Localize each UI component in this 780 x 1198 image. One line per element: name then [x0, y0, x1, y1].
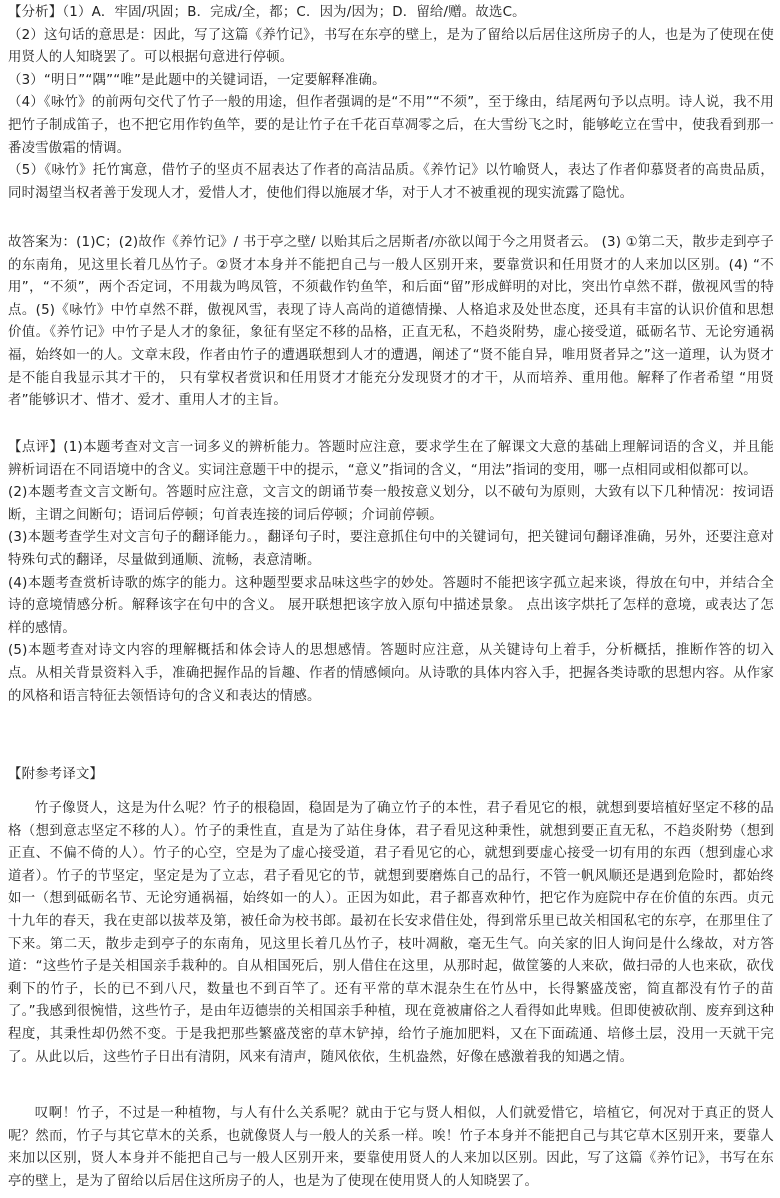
comment-item-1: 【点评】(1)本题考查对文言一词多义的辨析能力。答题时应注意，要求学生在了解课文大意的基础上理解词语的含义，并且能辨析词语在不同语境中的含义。实词注意题干中的提示，“意义”指词的含义，“用法”指词的变用，哪一点相同或相似都可以。 — [8, 440, 774, 478]
answer-section — [0, 232, 780, 413]
analysis-item-1 — [0, 2, 780, 25]
translation-label: 【附参考译文】 — [8, 767, 104, 782]
analysis-section — [0, 2, 780, 205]
analysis-item-2: （2）这句话的意思是：因此，写了这篇《养竹记》，书写在东亭的壁上，是为了留给以后居住这所房子的人，也是为了使现在使用贤人的人知晓罢了。可以根据句意进行停顿。 — [8, 27, 774, 66]
comment-item-3: (3)本题考查学生对文言句子的翻译能力。，翻译句子时，要注意抓住句中的关键词句，把关键词句翻译准确，另外，还要注意对特殊句式的翻译，尽量做到通顺、流畅，表意清晰。 — [8, 530, 774, 568]
analysis-item-4: （4）《咏竹》的前两句交代了竹子一般的用途，但作者强调的是“不用”“不须”，至于缘由，结尾两句予以点明。诗人说，我不用把竹子制成笛子，也不把它用作钓鱼竿，要的是让竹子在千花百草凋零之后，在大雪纷飞之时，能够屹立在雪中，使我看到那一番凌雪傲霜的情调。 — [8, 95, 774, 156]
comment-item-5: (5)本题考查对诗文内容的理解概括和体会诗人的思想感情。答题时应注意，从关键诗句上着手，分析概括，推断作答的切入点。从相关背景资料入手，准确把握作品的旨趣、作者的情感倾向。从诗歌的具体内容入手，把握各类诗歌的思想内容。从作家的风格和语言特征去领悟诗句的含义和表达的情感。 — [8, 643, 774, 704]
translation-paragraph-2: 叹啊！竹子，不过是一种植物，与人有什么关系呢？就由于它与贤人相似，人们就爱惜它，培植它，何况对于真正的贤人呢？然而，竹子与其它草木的关系，也就像贤人与一般人的关系一样。唉！竹子本身并不能把自己与其它草木区别开来，要靠人来加以区别，贤人本身并不能把自己与一般人区别开来，要靠使用贤人的人来加以区别。因此，写了这篇《养竹记》，书写在东亭的壁上，是为了留给以后居住这所房子的人，也是为了使现在使用贤人的人知晓罢了。 — [8, 1106, 774, 1189]
translation-paragraph-1: 竹子像贤人，这是为什么呢？竹子的根稳固，稳固是为了确立竹子的本性，君子看见它的根，就想到要培植好坚定不移的品格（想到意志坚定不移的人）。竹子的秉性直，直是为了站住身体，君子看见这种秉性，就想到要正直无私，不趋炎附势（想到正直、不偏不倚的人）。竹子的心空，空是为了虚心接受道，君子看见它的心，就想到要虚心接受一切有用的东西（想到虚心求道者）。竹子的节坚定，坚定是为了立志，君子看见它的节，就想到要磨炼自己的品行，不管一帆风顺还是遇到危险时，都始终如一（想到砥砺名节、无论穷通祸福，始终如一的人）。正因为如此，君子都喜欢种竹，把它作为庭院中存在价值的东西。贞元十九年的春天，我在吏部以拔萃及第，被任命为校书郎。最初在长安求借住处，得到常乐里已故关相国私宅的东亭，在那里住了下来。第二天，散步走到亭子的东南角，见这里长着几丛竹子，枝叶凋敝，毫无生气。向关家的旧人询问是什么缘故，对方答道：“这些竹子是关相国亲手栽种的。自从相国死后，别人借住在这里，从那时起，做筐篓的人来砍，做扫帚的人也来砍，砍伐剩下的竹子，长的已不到八尺，数量也不到百竿了。还有平常的草木混杂生在竹丛中，长得繁盛茂密，简直都没有竹子的苗了。”我感到很惋惜，这些竹子，是由年迈德崇的关相国亲手种植，现在竟被庸俗之人看得如此卑贱。但即使被砍削、废弃到这种程度，其秉性却仍然不变。于是我把那些繁盛茂密的草木铲掉，给竹子施加肥料，又在下面疏通、培修土层，没用一天就干完了。从此以后，这些竹子日出有清阴，风来有清声，随风依依，生机盎然，好像在感激着我的知遇之情。 — [8, 801, 774, 1065]
comment-item-4: (4)本题考查赏析诗歌的炼字的能力。这种题型要求品味这些字的妙处。答题时不能把该字孤立起来谈，得放在句中，并结合全诗的意境情感分析。解释该字在句中的含义。 展开联想把该字放入原句中描述景象。 点出该字烘托了怎样的意境，或表达了怎样的感情。 — [8, 575, 774, 636]
comment-item-2: (2)本题考查文言文断句。答题时应注意，文言文的朗诵节奏一般按意义划分，以不破句为原则，大致有以下几种情况：按词语断，主谓之间断句；语词后停顿；句首表连接的词后停顿；介词前停顿。 — [8, 485, 774, 523]
translation-section — [0, 764, 780, 787]
analysis-item-5: （5）《咏竹》托竹寓意，借竹子的坚贞不屈表达了作者的高洁品质。《养竹记》以竹喻贤人，表达了作者仰慕贤者的高贵品质，同时渴望当权者善于发现人才，爱惜人才，使他们得以施展才华，对于人才不被重视的现实流露了隐忧。 — [8, 163, 774, 201]
translation-body — [0, 798, 780, 1069]
analysis-item-1-text: （1）A．牢固/巩固；B．完成/全，都；C．因为/因为；D．留给/赠。故选C。 — [62, 5, 526, 20]
translation-body-2 — [0, 1103, 780, 1193]
comment-section — [0, 437, 780, 708]
analysis-item-3: （3）“明日”“隅”“唯”是此题中的关键词语，一定要解释准确。 — [8, 72, 386, 88]
analysis-label: 【分析】 — [8, 5, 63, 20]
answer-text: 故答案为：(1)C；(2)故作《养竹记》/ 书于亭之壁/ 以贻其后之居斯者/亦欲以闻于今之用贤者云。 (3) ①第二天，散步走到亭子的东南角，见这里长着几丛竹子。②贤才本身并不能把自己与一般人区别开来，要靠赏识和任用贤才的人来加以区别。(4) “不用”，“不须”，两个否定词，不用裁为鸣凤管，不须截作钓鱼竿，和后面“留”形成鲜明的对比，突出竹卓然不群，傲视风雪的特点。(5)《咏竹》中竹卓然不群，傲视风雪，表现了诗人高尚的道德情操、人格追求及处世态度，还具有丰富的认识价值和思想价值。《养竹记》中竹子是人才的象征，象征有坚定不移的品格，正直无私，不趋炎附势，虚心接受道，砥砺名节、无论穷通祸福，始终如一的人。文章末段，作者由竹子的遭遇联想到人才的遭遇，阐述了“贤不能自异，唯用贤者异之”这一道理，认为贤才是不能自我显示其才干的， 只有掌权者赏识和任用贤才才能充分发现贤才的才干，从而培养、重用他。解释了作者希望 “用贤者”能够识才、惜才、爱才、重用人才的主旨。 — [8, 235, 774, 409]
